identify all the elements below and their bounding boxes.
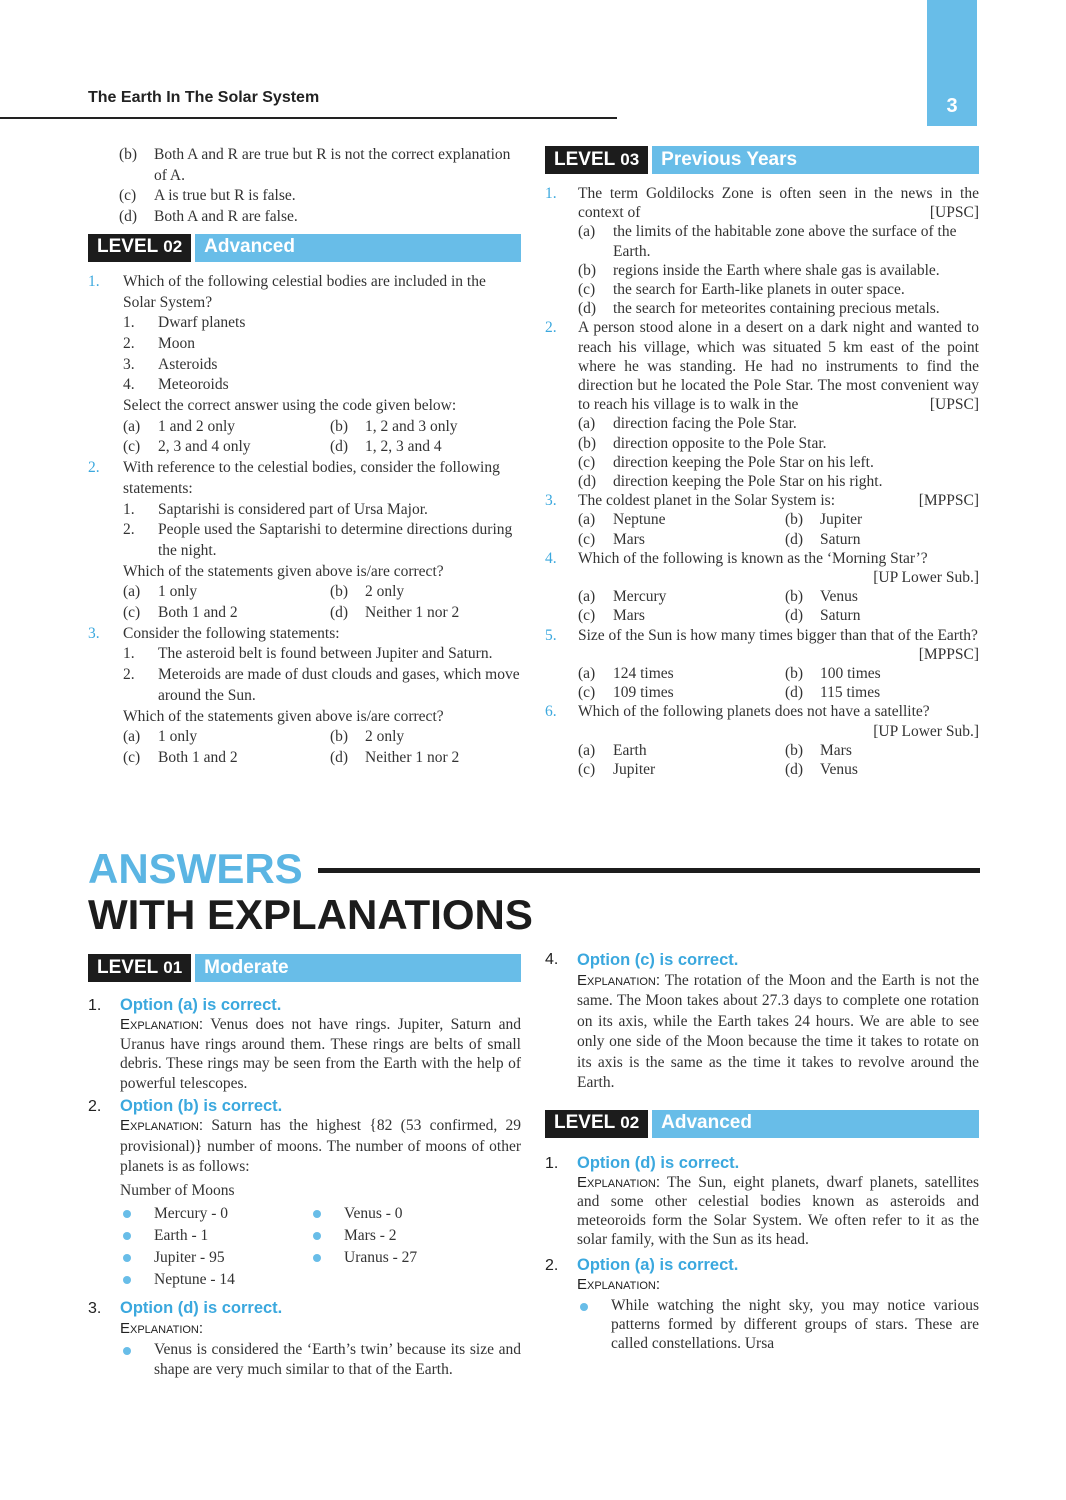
statement-item <box>123 520 521 561</box>
option-label: (b) <box>119 146 138 163</box>
option-text: 109 times <box>613 684 674 702</box>
option-item <box>578 280 979 299</box>
option-text: direction keeping the Pole Star on his right. <box>613 473 883 491</box>
answers-title-line2: WITH EXPLANATIONS <box>88 891 533 938</box>
option-text: 2, 3 and 4 only <box>158 438 251 456</box>
question-text-body: Which of the following is known as the ‘Morning Star’? <box>578 549 928 567</box>
statement-text: People used the Saptarishi to determine directions during the night. <box>158 521 513 559</box>
statement-item <box>123 665 521 706</box>
answer-head: Option (d) is correct. <box>577 1153 740 1172</box>
option-label: (b) <box>578 261 597 279</box>
moon-item <box>310 1247 521 1269</box>
question <box>88 624 521 769</box>
continued-options <box>88 145 521 228</box>
options-list <box>578 222 979 318</box>
option-label: (c) <box>123 604 141 622</box>
statement-item <box>123 313 521 334</box>
moon-text: Uranus - 27 <box>344 1249 418 1267</box>
option-label: (d) <box>330 438 349 456</box>
statement-text: Moon <box>158 334 196 352</box>
option-text: 124 times <box>613 665 674 683</box>
option-label: (a) <box>123 728 141 746</box>
question-number: 2. <box>545 319 557 337</box>
statement-item <box>123 644 521 665</box>
options-grid <box>123 582 521 623</box>
option-item <box>578 741 785 760</box>
explanation-label: Explanation: <box>120 1117 204 1135</box>
option-label: (d) <box>119 208 138 226</box>
bullet-icon <box>123 1254 131 1262</box>
answer-head: Option (a) is correct. <box>577 1255 739 1274</box>
option-label: (b) <box>785 741 804 759</box>
option-item <box>578 453 979 472</box>
option-text: 100 times <box>820 665 881 683</box>
option-item <box>88 207 521 228</box>
option-label: (c) <box>578 453 596 471</box>
moons-list-title: Number of Moons <box>120 1181 235 1199</box>
option-label: (d) <box>785 761 804 779</box>
bullet-icon <box>123 1232 131 1240</box>
question-text <box>578 702 979 740</box>
option-label: (a) <box>578 665 596 683</box>
option-item <box>123 748 330 769</box>
option-label: (b) <box>785 665 804 683</box>
question-text <box>578 549 979 587</box>
option-item <box>785 760 979 779</box>
option-label: (b) <box>578 434 597 452</box>
option-label: (a) <box>123 583 141 601</box>
right-column-questions <box>545 142 979 779</box>
option-text: Saturn <box>820 530 861 548</box>
bullet-icon <box>313 1232 321 1240</box>
options-list <box>578 741 979 779</box>
statement-number: 3. <box>123 355 135 373</box>
moon-text: Earth - 1 <box>154 1227 209 1245</box>
question-number: 4. <box>545 549 557 567</box>
statement-item <box>123 334 521 355</box>
option-item <box>578 587 785 606</box>
moon-item <box>120 1225 310 1247</box>
question <box>545 626 979 703</box>
option-text: Jupiter <box>820 511 863 529</box>
option-item <box>578 222 979 260</box>
statement-text: Meteroids are made of dust clouds and gases, which move around the Sun. <box>158 666 520 704</box>
question-source: [UPSC] <box>929 396 979 414</box>
question-text-body: Which of the following planets does not have a satellite? <box>578 703 930 721</box>
question-source: [UP Lower Sub.] <box>873 569 979 587</box>
level-02-questions <box>88 272 521 769</box>
answer-2: 2. Option (b) is correct. Explanation: Saturn has the highest {82 (53 confirmed, 29 provisional)} number of moons. The number of moons of other planets is as follows: Number of Moons Mercury - 0 Venus - 0 Earth - 1 Mars - 2 Jupiter - 95 Uranus - 27 Neptune - 14 <box>88 1097 521 1291</box>
option-text: 2 only <box>365 728 405 746</box>
option-item <box>785 741 979 760</box>
question-number: 1. <box>88 272 100 290</box>
options-grid <box>123 417 521 458</box>
option-label: (c) <box>578 281 596 299</box>
header-rule <box>0 117 617 119</box>
option-label: (d) <box>330 748 349 766</box>
question <box>88 272 521 458</box>
option-label: (a) <box>578 741 596 759</box>
statement-text: The asteroid belt is found between Jupiter and Saturn. <box>158 645 493 663</box>
answer-head: Option (d) is correct. <box>120 1299 283 1318</box>
option-item <box>785 683 979 702</box>
question-text: With reference to the celestial bodies, consider the following statements: <box>123 459 500 497</box>
moon-text: Venus - 0 <box>344 1205 403 1223</box>
question-prompt: Which of the statements given above is/are correct? <box>123 707 444 725</box>
statement-text: Saptarishi is considered part of Ursa Major. <box>158 500 428 518</box>
statement-text: Dwarf planets <box>158 314 246 332</box>
option-text: 1, 2 and 3 only <box>365 417 458 435</box>
moon-item <box>120 1203 310 1225</box>
moon-text: Mars - 2 <box>344 1227 397 1245</box>
option-text: 1 only <box>158 728 198 746</box>
question-text-body: Size of the Sun is how many times bigger than that of the Earth? <box>578 626 978 644</box>
option-text: Earth <box>613 741 647 759</box>
option-text: A is true but R is false. <box>154 187 296 205</box>
option-item <box>578 664 785 683</box>
statement-text: Asteroids <box>158 355 218 373</box>
explanation-label: Explanation: <box>120 1319 204 1337</box>
statement-number: 2. <box>123 666 135 684</box>
option-label: (b) <box>330 583 349 601</box>
answers-heading <box>88 846 980 938</box>
option-label: (c) <box>123 748 141 766</box>
level-title: Advanced <box>652 1110 979 1138</box>
statement-number: 4. <box>123 376 135 394</box>
page-number: 3 <box>946 95 958 117</box>
level-tag: LEVEL 02 <box>88 234 191 262</box>
answers-title-line1: ANSWERS <box>88 845 303 892</box>
option-label: (d) <box>785 684 804 702</box>
question-number: 2. <box>88 459 100 477</box>
question <box>545 549 979 626</box>
previous-years-questions <box>545 184 979 779</box>
question-prompt: Select the correct answer using the code given below: <box>123 397 457 415</box>
option-item <box>330 603 521 624</box>
moon-text: Jupiter - 95 <box>154 1249 225 1267</box>
option-text: Venus <box>820 588 858 606</box>
option-text: Mars <box>613 530 645 548</box>
option-item <box>123 603 330 624</box>
statement-item <box>123 375 521 396</box>
options-list <box>578 510 979 548</box>
option-text: direction facing the Pole Star. <box>613 415 797 433</box>
option-label: (c) <box>123 438 141 456</box>
running-header-title: The Earth In The Solar System <box>88 89 320 106</box>
answer-4: 4. Option (c) is correct. Explanation: The rotation of the Moon and the Earth is not the same. The Moon takes about 27.3 days to complete one rotation on its axis, while the Earth takes 24 hours. We are able to see only one side of the Moon because the time it takes to rotate on its axis is the same as the time it takes to revolve around the Earth. <box>545 951 979 1091</box>
option-label: (d) <box>785 607 804 625</box>
question-source: [UP Lower Sub.] <box>873 722 979 740</box>
option-label: (a) <box>578 511 596 529</box>
option-text: 1 only <box>158 583 198 601</box>
level-02-answers-banner <box>545 1110 979 1138</box>
statement-number: 2. <box>123 334 135 352</box>
answers-right-column <box>545 950 979 1354</box>
option-text: Mars <box>613 607 645 625</box>
explanation-label: Explanation: <box>577 971 661 989</box>
bullet-icon <box>123 1210 131 1218</box>
question-number: 3. <box>88 624 100 642</box>
option-item <box>785 530 979 549</box>
moon-item <box>120 1269 310 1291</box>
answers-left-column <box>88 948 521 1379</box>
option-label: (b) <box>330 417 349 435</box>
bullet-icon <box>580 1303 588 1311</box>
option-text: direction keeping the Pole Star on his left. <box>613 453 874 471</box>
option-text: Saturn <box>820 607 861 625</box>
option-text: regions inside the Earth where shale gas is available. <box>613 261 940 279</box>
question-text <box>578 318 979 414</box>
question-number: 5. <box>545 626 557 644</box>
option-text: 2 only <box>365 583 405 601</box>
question-source: [MPPSC] <box>918 492 979 510</box>
left-column-questions <box>88 145 521 769</box>
explanation-label: Explanation: <box>120 1016 204 1034</box>
option-text: Neptune <box>613 511 666 529</box>
option-text: Both A and R are true but R is not the correct explanation of A. <box>154 146 511 184</box>
statement-number: 1. <box>123 500 135 518</box>
option-item <box>578 414 979 433</box>
option-item <box>123 437 330 458</box>
question-text-body: The term Goldilocks Zone is often seen in the news in the context of <box>578 185 979 222</box>
level-02-banner <box>88 234 521 262</box>
question <box>545 184 979 318</box>
explanation-label: Explanation: <box>577 1275 661 1293</box>
level-03-banner <box>545 146 979 174</box>
statement-item <box>123 500 521 521</box>
option-item <box>88 145 521 186</box>
option-label: (b) <box>330 728 349 746</box>
question-text: Consider the following statements: <box>123 624 340 642</box>
bullet-icon <box>313 1254 321 1262</box>
option-item <box>578 299 979 318</box>
option-item <box>785 606 979 625</box>
level-title: Previous Years <box>652 146 979 174</box>
option-text: 115 times <box>820 684 881 702</box>
option-text: Both A and R are false. <box>154 208 298 226</box>
statement-item <box>123 355 521 376</box>
option-item <box>123 727 330 748</box>
question-number: 1. <box>545 185 557 202</box>
explanation-label: Explanation: <box>577 1173 661 1191</box>
option-item <box>123 582 330 603</box>
question-text: Which of the following celestial bodies are included in the Solar System? <box>123 272 486 311</box>
moon-item <box>120 1247 310 1269</box>
question-prompt: Which of the statements given above is/are correct? <box>123 562 444 580</box>
option-item <box>785 587 979 606</box>
question-text <box>578 491 979 510</box>
level-tag: LEVEL 02 <box>545 1110 648 1138</box>
bullet-icon <box>313 1210 321 1218</box>
option-label: (c) <box>578 684 596 702</box>
level-01-banner <box>88 954 521 982</box>
option-text: direction opposite to the Pole Star. <box>613 434 827 452</box>
option-label: (c) <box>119 187 137 205</box>
moon-item <box>310 1203 521 1225</box>
statement-text: Meteoroids <box>158 376 229 394</box>
question-number: 6. <box>545 703 557 721</box>
statement-number: 1. <box>123 645 135 663</box>
option-text: Both 1 and 2 <box>158 604 238 622</box>
question-text <box>578 626 979 664</box>
option-label: (d) <box>330 604 349 622</box>
option-text: Venus <box>820 761 858 779</box>
answer-advanced-2: 2. Option (a) is correct. Explanation: While watching the night sky, you may notice various patterns formed by different groups of stars. These are called constellations. Ursa <box>545 1255 979 1353</box>
question <box>545 318 979 491</box>
option-item <box>578 472 979 491</box>
moons-list <box>120 1203 521 1291</box>
option-label: (a) <box>578 223 596 241</box>
level-tag: LEVEL 01 <box>88 954 191 982</box>
option-text: 1, 2, 3 and 4 <box>365 438 442 456</box>
options-list <box>578 664 979 702</box>
option-text: Mercury <box>613 588 667 606</box>
answers-rule <box>318 868 980 873</box>
option-text: Neither 1 nor 2 <box>365 604 460 622</box>
option-label: (b) <box>785 588 804 606</box>
statement-number: 2. <box>123 521 135 539</box>
option-text: Neither 1 nor 2 <box>365 748 460 766</box>
option-item <box>578 261 979 280</box>
bullet-icon <box>123 1347 131 1355</box>
option-item <box>578 510 785 529</box>
option-item <box>123 417 330 438</box>
option-item <box>330 748 521 769</box>
answer-1: 1. Option (a) is correct. Explanation: Venus does not have rings. Jupiter, Saturn and Uranus have rings around them. These rings are belts of small debris. These rings may be seen from the Earth with the help of powerful telescopes. <box>88 996 521 1092</box>
option-item <box>578 530 785 549</box>
option-item <box>330 437 521 458</box>
option-text: 1 and 2 only <box>158 417 236 435</box>
option-item <box>88 186 521 207</box>
level-title: Moderate <box>195 954 521 982</box>
option-item <box>578 683 785 702</box>
option-label: (c) <box>578 761 596 779</box>
question-source: [MPPSC] <box>918 645 979 663</box>
question-text <box>578 184 979 222</box>
option-label: (d) <box>785 530 804 548</box>
answer-head: Option (b) is correct. <box>120 1097 283 1116</box>
option-text: the search for Earth-like planets in outer space. <box>613 281 905 299</box>
moon-text: Mercury - 0 <box>154 1205 229 1223</box>
option-text: Both 1 and 2 <box>158 748 238 766</box>
question <box>545 702 979 779</box>
option-item <box>330 417 521 438</box>
option-item <box>578 760 785 779</box>
options-list <box>578 414 979 491</box>
option-text: the search for meteorites containing precious metals. <box>613 300 940 318</box>
option-item <box>785 664 979 683</box>
option-label: (b) <box>785 511 804 529</box>
answer-head: Option (a) is correct. <box>120 996 282 1014</box>
question <box>88 458 521 624</box>
page-number-tab <box>927 0 977 126</box>
option-label: (d) <box>578 473 597 491</box>
option-item <box>330 582 521 603</box>
level-tag: LEVEL 03 <box>545 146 648 174</box>
answer-head: Option (c) is correct. <box>577 951 739 969</box>
option-label: (c) <box>578 607 596 625</box>
options-grid <box>123 727 521 768</box>
option-item <box>785 510 979 529</box>
answer-advanced-1: 1. Option (d) is correct. Explanation: The Sun, eight planets, dwarf planets, satellites and some other celestial bodies known as asteroids and meteoroids form the Solar System. We often refer to it as the solar family, with the Sun as its head. <box>545 1153 979 1249</box>
option-item <box>578 434 979 453</box>
option-item <box>578 606 785 625</box>
option-text: the limits of the habitable zone above the surface of the Earth. <box>613 223 957 260</box>
statement-number: 1. <box>123 314 135 332</box>
bullet-icon <box>123 1276 131 1284</box>
question <box>545 491 979 549</box>
option-label: (a) <box>578 588 596 606</box>
option-label: (d) <box>578 300 597 318</box>
question-source: [UPSC] <box>929 204 979 222</box>
moon-text: Neptune - 14 <box>154 1271 235 1289</box>
answer-3: 3. Option (d) is correct. Explanation: Venus is considered the ‘Earth’s twin’ because its size and shape are very much similar to that of the Earth. <box>88 1299 521 1378</box>
option-label: (a) <box>123 417 141 435</box>
level-title: Advanced <box>195 234 521 262</box>
moon-item <box>310 1225 521 1247</box>
option-label: (c) <box>578 530 596 548</box>
option-label: (a) <box>578 415 596 433</box>
question-number: 3. <box>545 492 557 510</box>
option-text: Mars <box>820 741 852 759</box>
option-item <box>330 727 521 748</box>
question-text-body: The coldest planet in the Solar System is: <box>578 492 835 510</box>
bullet-item: While watching the night sky, you may notice various patterns formed by different groups of stars. These are called constellations. Ursa <box>577 1296 979 1354</box>
question-text-body: A person stood alone in a desert on a dark night and wanted to reach his village, which was situated 5 km east of the point where he was standing. He had no instruments to find the direction but he located the Pole Star. The most convenient way to reach his village is to walk in the <box>578 319 979 414</box>
options-list <box>578 587 979 625</box>
option-text: Jupiter <box>613 761 656 779</box>
bullet-item: Venus is considered the ‘Earth’s twin’ because its size and shape are very much similar to that of the Earth. <box>120 1340 521 1379</box>
